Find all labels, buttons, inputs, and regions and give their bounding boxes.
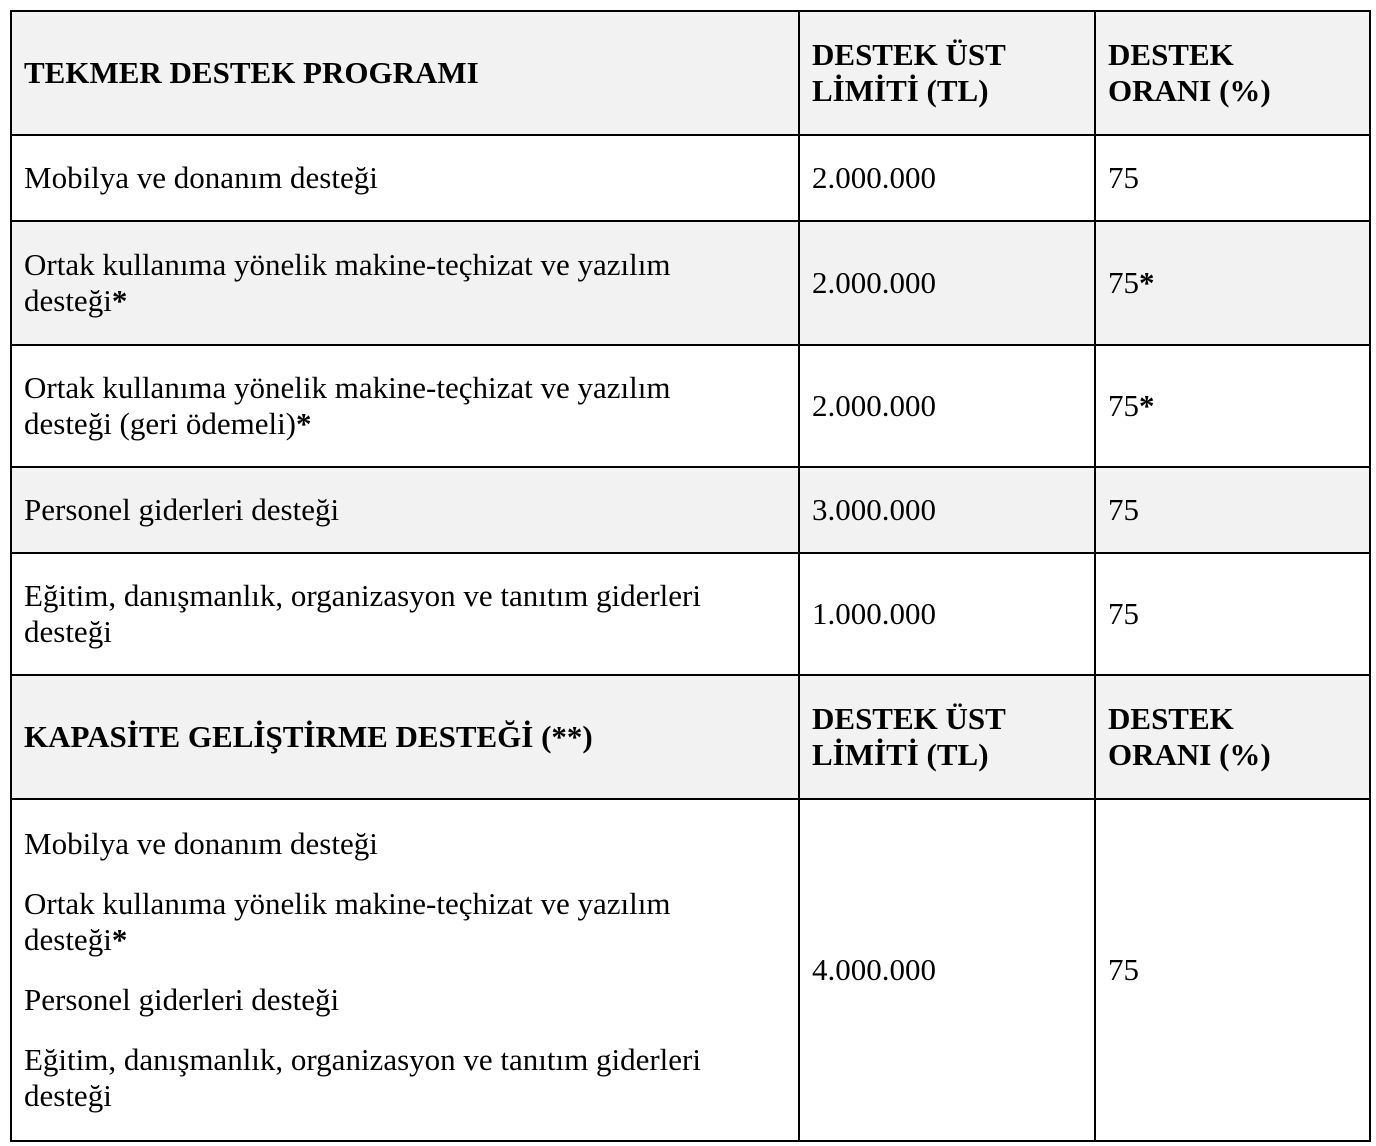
support-item-text: Personel giderleri desteği — [24, 492, 340, 527]
limit-cell: 1.000.000 — [799, 553, 1095, 675]
rate-cell — [1095, 221, 1370, 345]
capacity-item-text: Personel giderleri desteği — [24, 982, 340, 1017]
rate-value: 75 — [1108, 596, 1139, 631]
rate-cell — [1095, 135, 1370, 221]
capacity-item-text: Mobilya ve donanım desteği — [24, 826, 378, 861]
support-item-text: Ortak kullanıma yönelik makine-teçhizat ve yazılım desteği (geri ödemeli) — [24, 370, 671, 441]
support-item-cell — [11, 553, 799, 675]
support-item-cell — [11, 135, 799, 221]
item-footnote-star: * — [296, 406, 312, 441]
rate-value: 75 — [1108, 160, 1139, 195]
support-table — [10, 10, 1371, 1142]
support-item-cell — [11, 221, 799, 345]
item-footnote-star: * — [111, 283, 128, 318]
limit-cell: 2.000.000 — [799, 135, 1095, 221]
support-item-cell — [11, 345, 799, 467]
section1-header-row — [11, 11, 1370, 135]
support-item-text: Ortak kullanıma yönelik makine-teçhizat ve yazılım desteği — [24, 247, 671, 318]
limit-cell: 4.000.000 — [799, 799, 1095, 1141]
rate-footnote-star: * — [1139, 265, 1155, 300]
rate-cell — [1095, 345, 1370, 467]
rate-value: 75 — [1108, 492, 1139, 527]
rate-value: 75 — [1108, 388, 1139, 423]
rate-value: 75 — [1108, 265, 1139, 300]
rate-cell: 75 — [1095, 799, 1370, 1141]
table-row — [11, 345, 1370, 467]
section1-rate-header: DESTEK ORANI (%) — [1095, 11, 1370, 135]
item-footnote-star: * — [111, 922, 128, 957]
capacity-items-cell — [11, 799, 799, 1141]
support-item-cell — [11, 467, 799, 553]
table-row — [11, 221, 1370, 345]
table-row — [11, 135, 1370, 221]
section1-limit-header: DESTEK ÜST LİMİTİ (TL) — [799, 11, 1095, 135]
table-row — [11, 467, 1370, 553]
rate-footnote-star: * — [1139, 388, 1155, 423]
table-row — [11, 799, 1370, 1141]
support-item-text: Eğitim, danışmanlık, organizasyon ve tanıtım giderleri desteği — [24, 578, 701, 649]
table-row — [11, 553, 1370, 675]
list-item — [24, 886, 786, 958]
capacity-item-text: Eğitim, danışmanlık, organizasyon ve tanıtım giderleri desteği — [24, 1042, 701, 1113]
rate-cell — [1095, 467, 1370, 553]
rate-cell — [1095, 553, 1370, 675]
list-item — [24, 982, 786, 1018]
section2-limit-header: DESTEK ÜST LİMİTİ (TL) — [799, 675, 1095, 799]
section1-program-header: TEKMER DESTEK PROGRAMI — [11, 11, 799, 135]
limit-cell: 2.000.000 — [799, 221, 1095, 345]
limit-cell: 2.000.000 — [799, 345, 1095, 467]
capacity-item-text: Ortak kullanıma yönelik makine-teçhizat ve yazılım desteği — [24, 886, 671, 957]
support-item-text: Mobilya ve donanım desteği — [24, 160, 378, 195]
list-item — [24, 1042, 786, 1114]
list-item — [24, 826, 786, 862]
section2-program-header: KAPASİTE GELİŞTİRME DESTEĞİ (**) — [11, 675, 799, 799]
section2-header-row — [11, 675, 1370, 799]
limit-cell: 3.000.000 — [799, 467, 1095, 553]
section2-rate-header: DESTEK ORANI (%) — [1095, 675, 1370, 799]
